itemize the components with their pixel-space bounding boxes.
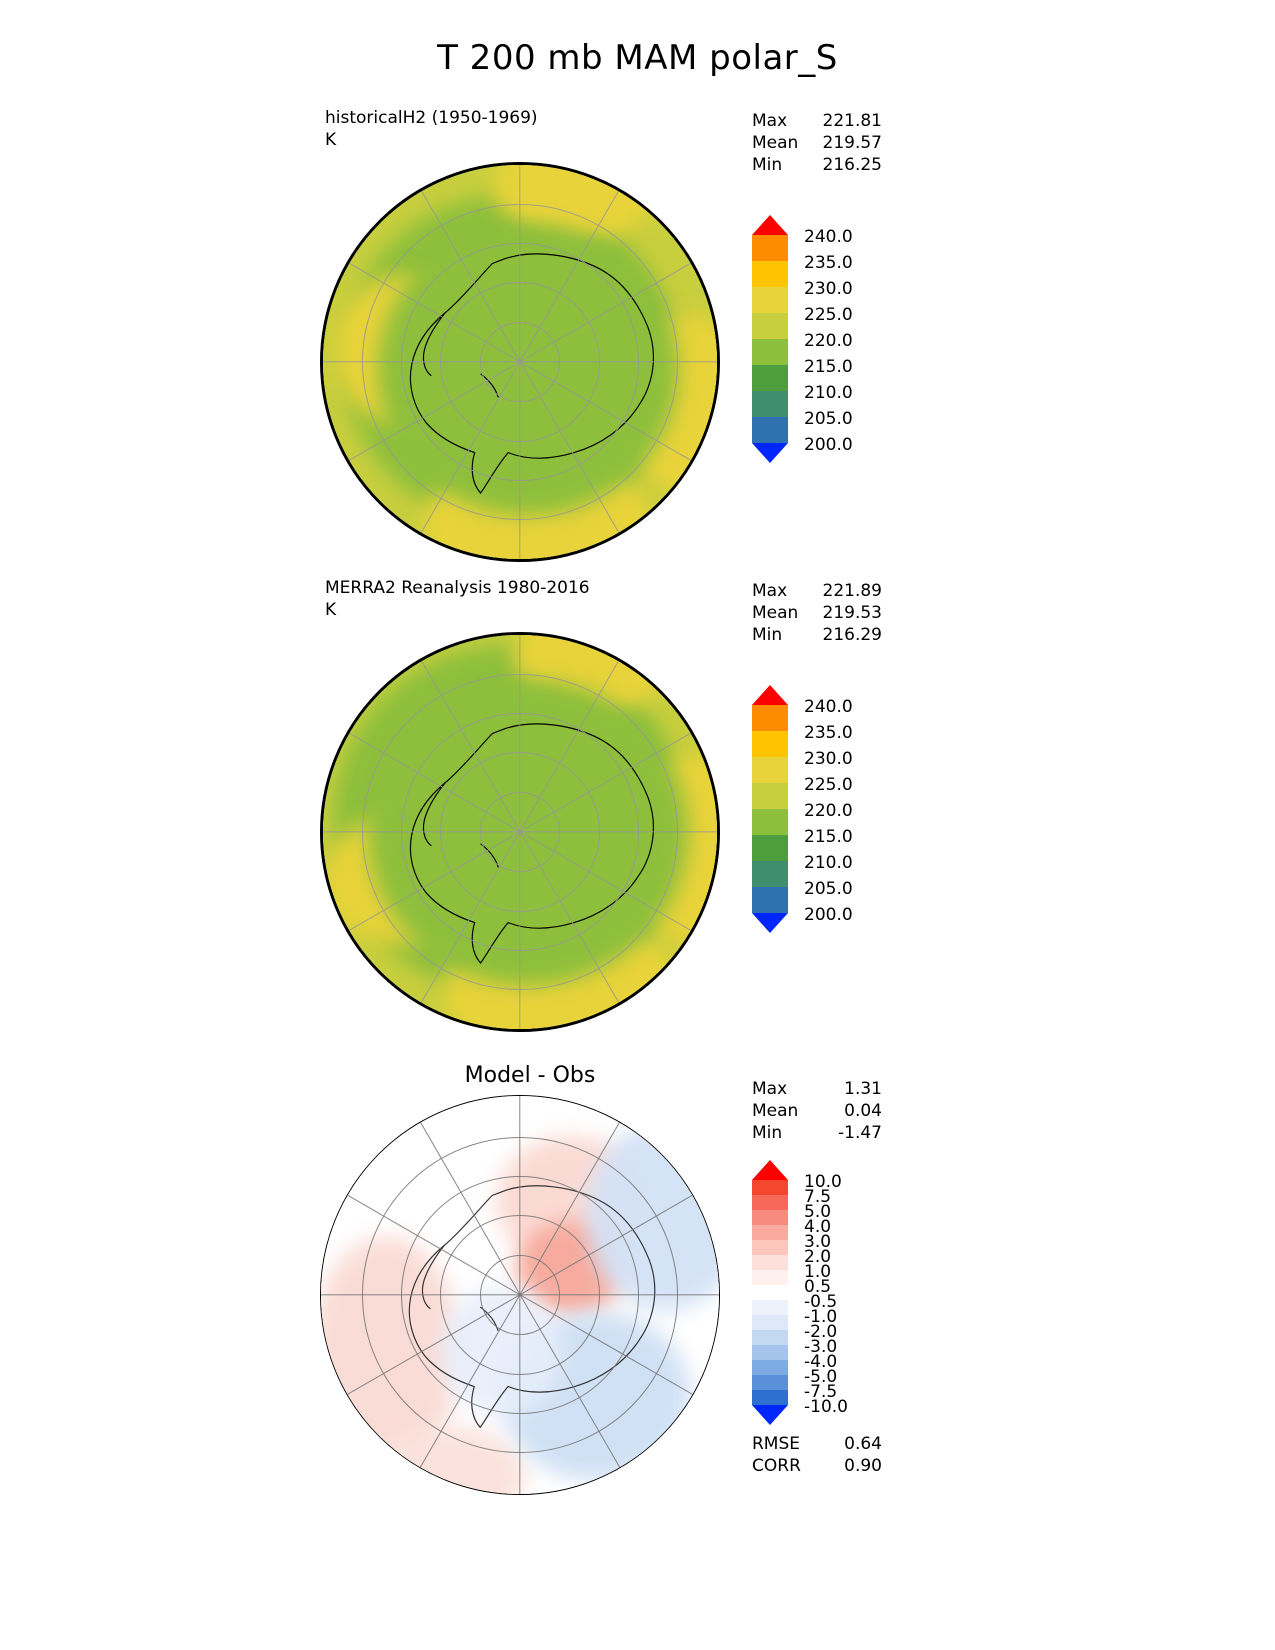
colorbar-extend-top-model	[752, 215, 788, 235]
colorbar-tick: 2.0	[804, 1247, 832, 1267]
map-obs	[320, 632, 720, 1032]
colorbar-tick: 235.0	[804, 253, 853, 273]
page-title: T 200 mb MAM polar_S	[437, 38, 838, 78]
colorbar-extend-bottom-obs	[752, 913, 788, 933]
colorbar-extend-bottom-difference	[752, 1405, 788, 1425]
colorbar-tick: 10.0	[804, 1172, 842, 1192]
stat-min-value: -1.47	[838, 1123, 882, 1143]
colorbar-tick: 205.0	[804, 879, 853, 899]
colorbar-tick: 0.5	[804, 1277, 832, 1297]
stat-max-value: 1.31	[844, 1079, 882, 1099]
stat-max-label: Max	[752, 111, 788, 131]
panel-obs	[0, 570, 1275, 1040]
stat-mean-value: 219.53	[822, 603, 882, 623]
panel-model-title: historicalH2 (1950-1969)	[325, 108, 538, 128]
colorbar-tick: 200.0	[804, 905, 853, 925]
score-rmse-value: 0.64	[844, 1434, 882, 1454]
panel-difference-title: Model - Obs	[464, 1063, 596, 1088]
colorbar-tick: 7.5	[804, 1187, 832, 1207]
colorbar-tick: 200.0	[804, 435, 853, 455]
panel-model-stats	[752, 110, 882, 176]
colorbar-tick: 210.0	[804, 383, 853, 403]
colorbar-tick: 240.0	[804, 697, 853, 717]
colorbar-tick: 225.0	[804, 775, 853, 795]
stat-mean-label: Mean	[752, 1101, 799, 1121]
colorbar-tick: 220.0	[804, 801, 853, 821]
panel-model	[0, 100, 1275, 570]
score-corr-value: 0.90	[844, 1456, 882, 1476]
globe-obs	[320, 632, 720, 1032]
score-corr-label: CORR	[752, 1456, 801, 1476]
colorbar-tick: -10.0	[804, 1397, 848, 1417]
panel-difference	[0, 1045, 1275, 1545]
stat-min-label: Min	[752, 625, 783, 645]
colorbar-tick: 215.0	[804, 357, 853, 377]
colorbar-tick: -0.5	[804, 1292, 838, 1312]
colorbar-tick: 235.0	[804, 723, 853, 743]
colorbar-tick: 205.0	[804, 409, 853, 429]
colorbar-tick: 3.0	[804, 1232, 832, 1252]
colorbar-tick: 215.0	[804, 827, 853, 847]
colorbar-tick: -1.0	[804, 1307, 838, 1327]
stat-min-value: 216.29	[822, 625, 882, 645]
globe-difference	[320, 1095, 720, 1495]
panel-obs-units: K	[325, 600, 337, 620]
colorbar-tick: 230.0	[804, 749, 853, 769]
stat-max-label: Max	[752, 1079, 788, 1099]
globe-model	[320, 162, 720, 562]
panel-obs-title: MERRA2 Reanalysis 1980-2016	[325, 578, 590, 598]
panel-difference-scores	[752, 1433, 882, 1477]
stat-min-value: 216.25	[822, 155, 882, 175]
stat-mean-value: 0.04	[844, 1101, 882, 1121]
map-difference	[320, 1095, 720, 1495]
colorbar-tick: -2.0	[804, 1322, 838, 1342]
colorbar-tick: 210.0	[804, 853, 853, 873]
stat-min-label: Min	[752, 155, 783, 175]
colorbar-tick: 225.0	[804, 305, 853, 325]
colorbar-tick: -5.0	[804, 1367, 838, 1387]
stat-max-value: 221.89	[822, 581, 882, 601]
colorbar-extend-top-difference	[752, 1160, 788, 1180]
colorbar-extend-top-obs	[752, 685, 788, 705]
colorbar-tick: -4.0	[804, 1352, 838, 1372]
colorbar-tick: 220.0	[804, 331, 853, 351]
colorbar-tick: 230.0	[804, 279, 853, 299]
stat-min-label: Min	[752, 1123, 783, 1143]
map-model	[320, 162, 720, 562]
stat-max-value: 221.81	[822, 111, 882, 131]
colorbar-tick: -3.0	[804, 1337, 838, 1357]
panel-model-units: K	[325, 130, 337, 150]
colorbar-tick: 1.0	[804, 1262, 832, 1282]
panel-difference-stats	[752, 1078, 882, 1144]
colorbar-tick: 240.0	[804, 227, 853, 247]
colorbar-tick: 5.0	[804, 1202, 832, 1222]
colorbar-extend-bottom-model	[752, 443, 788, 463]
stat-mean-value: 219.57	[822, 133, 882, 153]
panel-obs-stats	[752, 580, 882, 646]
stat-mean-label: Mean	[752, 133, 799, 153]
colorbar-tick: 4.0	[804, 1217, 832, 1237]
stat-max-label: Max	[752, 581, 788, 601]
stat-mean-label: Mean	[752, 603, 799, 623]
score-rmse-label: RMSE	[752, 1434, 801, 1454]
colorbar-tick: -7.5	[804, 1382, 838, 1402]
